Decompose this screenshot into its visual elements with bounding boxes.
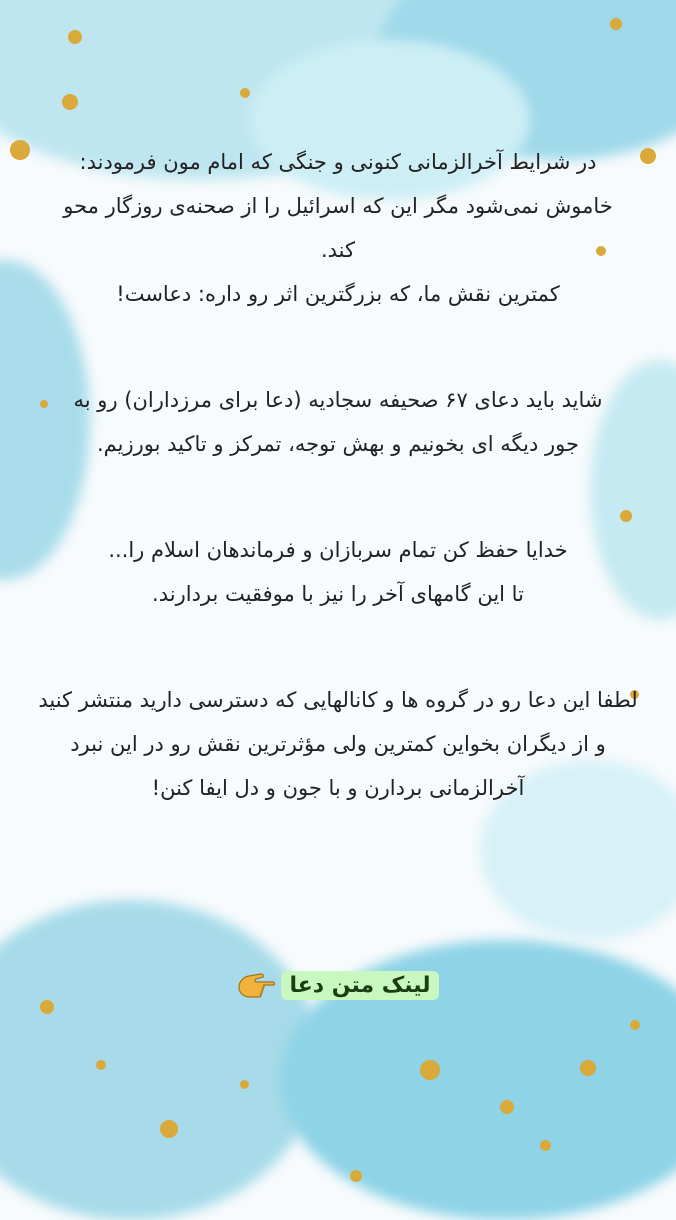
text-line: جور دیگه ای بخونیم و بهش توجه، تمرکز و تاکید بورزیم. xyxy=(97,432,579,456)
paragraph-4 xyxy=(30,678,646,810)
paragraph-3 xyxy=(30,528,646,616)
text-line: کند. xyxy=(320,238,356,262)
prayer-link[interactable] xyxy=(0,970,676,1000)
pointing-hand-icon xyxy=(237,970,275,1000)
paragraph-1 xyxy=(30,140,646,316)
text-line: شاید باید دعای ۶۷ صحیفه سجادیه (دعا برای مرزداران) رو به xyxy=(73,388,603,412)
text-line: و از دیگران بخواین کمترین ولی مؤثرترین نقش رو در این نبرد xyxy=(70,732,606,756)
text-line: تا این گامهای آخر را نیز با موفقیت بردارند. xyxy=(152,582,524,606)
text-line: لطفا این دعا رو در گروه ها و کانالهایی که دسترسی دارید منتشر کنید xyxy=(38,688,638,712)
text-line: در شرایط آخرالزمانی کنونی و جنگی که امام مون فرمودند: xyxy=(79,150,597,174)
text-line: خاموش نمی‌شود مگر این که اسرائیل را از صحنه‌ی روزگار محو xyxy=(63,194,613,218)
text-line: آخرالزمانی بردارن و با جون و دل ایفا کنن! xyxy=(151,776,525,800)
message-body xyxy=(0,140,676,872)
prayer-link-label[interactable]: لینک متن دعا xyxy=(281,971,438,1000)
paragraph-2 xyxy=(30,378,646,466)
text-line: خدایا حفظ کن تمام سربازان و فرماندهان اسلام را... xyxy=(108,538,568,562)
text-line: کمترین نقش ما، که بزرگترین اثر رو داره: دعاست! xyxy=(116,282,560,306)
